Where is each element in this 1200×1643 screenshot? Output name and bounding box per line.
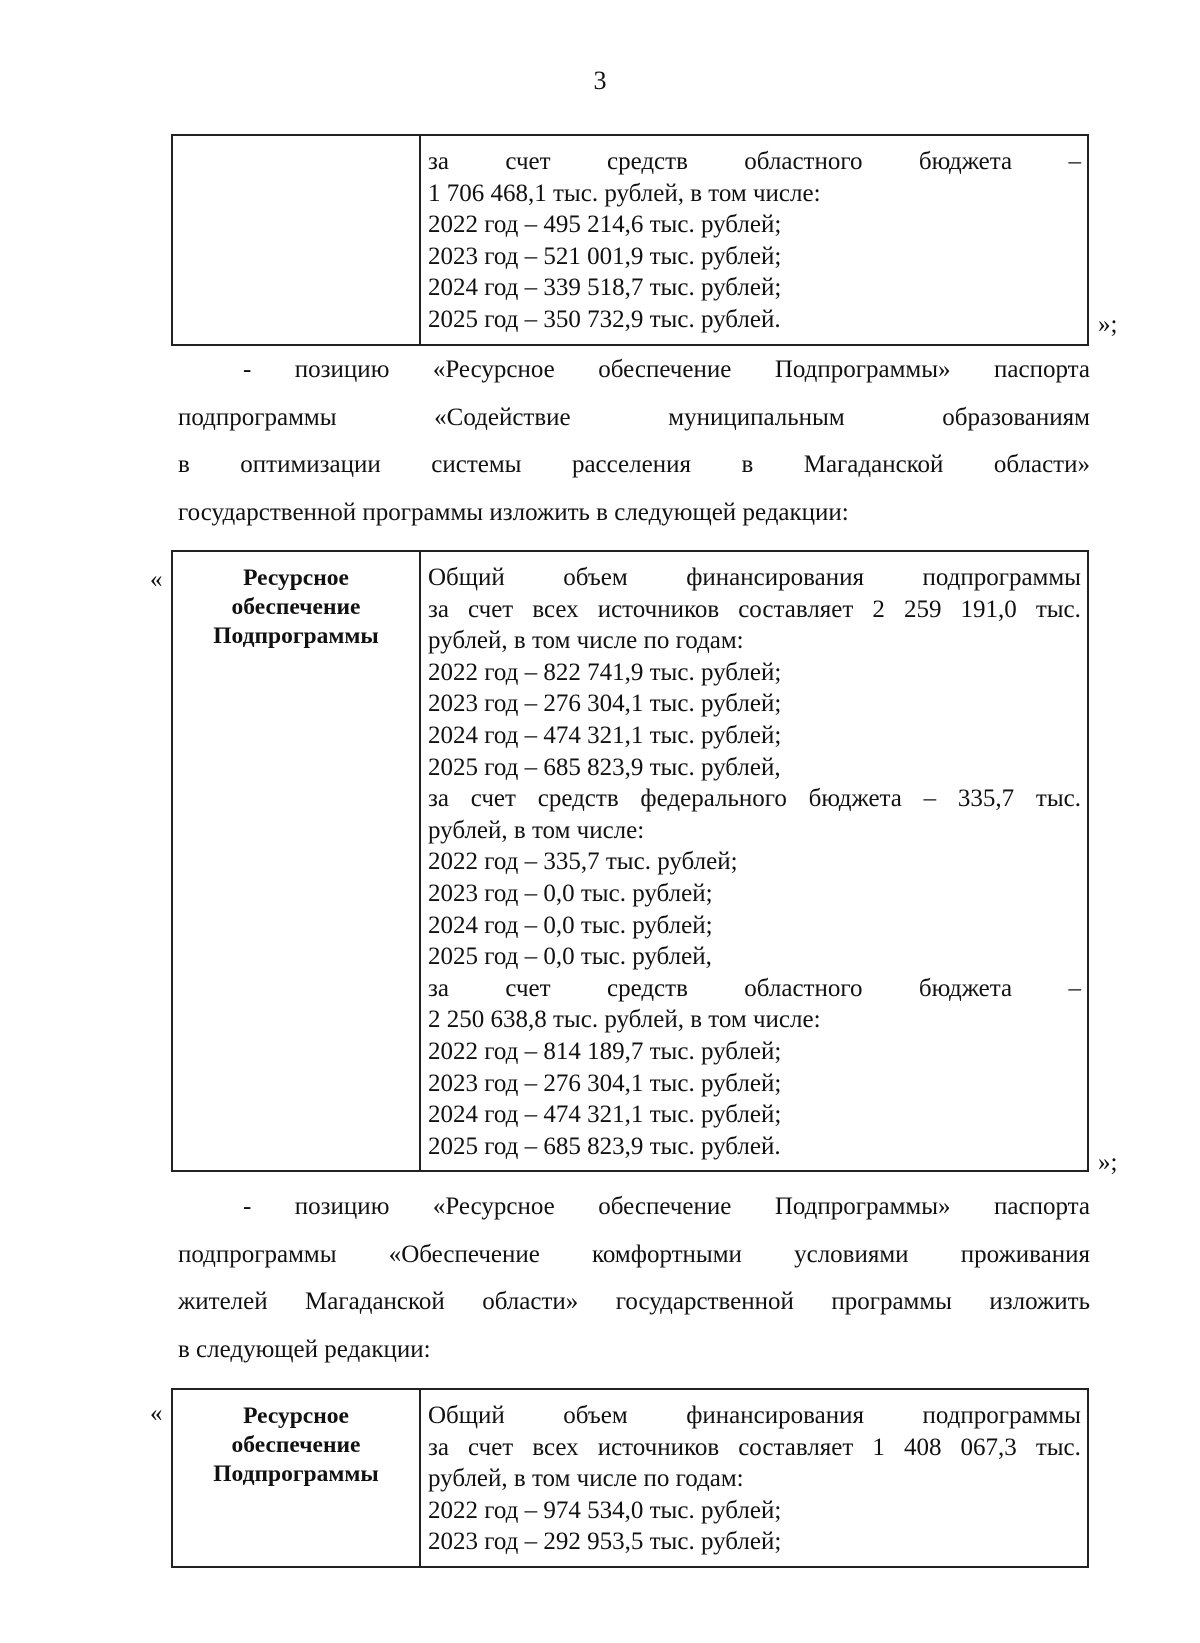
word: –	[1068, 148, 1081, 175]
table-line	[428, 562, 1081, 594]
word: образованиям	[942, 403, 1090, 431]
table-right-cell	[420, 551, 1088, 1171]
table-line: 2024 год – 0,0 тыс. рублей;	[428, 911, 713, 939]
table-line: 2025 год – 685 823,9 тыс. рублей,	[428, 753, 781, 781]
table-line: 2022 год – 814 189,7 тыс. рублей;	[428, 1037, 782, 1065]
table-line: рублей, в том числе по годам:	[428, 627, 744, 655]
word: расселения	[571, 451, 691, 478]
resource-table	[171, 550, 1089, 1172]
word: Подпрограммы»	[774, 1193, 951, 1220]
word: средств	[606, 148, 688, 175]
paragraph-line	[178, 1183, 1090, 1231]
word: области»	[482, 1288, 579, 1315]
table-line: 2022 год – 495 214,6 тыс. рублей;	[428, 211, 782, 239]
table-line: 2025 год – 350 732,9 тыс. рублей.	[428, 305, 781, 333]
paragraph-line	[178, 1278, 1090, 1326]
page-number: 3	[593, 66, 607, 95]
resource-table-continued	[171, 134, 1089, 346]
table-line	[428, 783, 1081, 815]
word: области»	[993, 451, 1090, 478]
word: системы	[431, 451, 522, 478]
table-line	[428, 1400, 1081, 1432]
word: позицию	[294, 1193, 390, 1220]
word: –	[923, 785, 937, 813]
paragraph-line	[178, 394, 1090, 442]
word: паспорта	[994, 1193, 1090, 1220]
word: подпрограммы	[178, 1240, 337, 1268]
word: жителей	[178, 1288, 268, 1315]
word: обеспечение	[598, 1193, 732, 1220]
heading-line: обеспечение	[231, 1432, 361, 1458]
word: «Ресурсное	[432, 356, 555, 383]
paragraph-line: в следующей редакции:	[178, 1335, 431, 1363]
table-line: 2025 год – 685 823,9 тыс. рублей.	[428, 1132, 781, 1160]
word: источников	[597, 595, 720, 623]
table-heading-cell	[172, 551, 420, 1171]
word: 259	[903, 595, 942, 623]
word: 1	[872, 1433, 885, 1461]
table-line: 2023 год – 276 304,1 тыс. рублей;	[428, 690, 782, 718]
word: за	[428, 595, 449, 623]
word: тыс.	[1035, 785, 1081, 813]
word: счет	[505, 974, 551, 1002]
word: -	[243, 1193, 252, 1220]
word: федерального	[640, 785, 787, 813]
word: бюджета	[918, 148, 1013, 175]
word: средств	[606, 974, 688, 1002]
table-line	[428, 973, 1081, 1005]
word: подпрограммы	[922, 564, 1081, 591]
table-line: 2023 год – 0,0 тыс. рублей;	[428, 879, 713, 907]
word: за	[428, 785, 449, 813]
table-line: 2 250 638,8 тыс. рублей, в том числе:	[428, 1006, 821, 1034]
word: Магаданской	[803, 451, 944, 478]
word: в	[741, 451, 754, 478]
word: «Обеспечение	[388, 1240, 540, 1268]
word: объем	[563, 1402, 628, 1429]
table-right-cell	[420, 1389, 1088, 1567]
word: Общий	[428, 1402, 505, 1429]
word: «Содействие	[434, 403, 571, 431]
paragraph-line	[178, 441, 1090, 489]
heading-line: Подпрограммы	[213, 623, 379, 649]
word: счет	[505, 148, 551, 175]
word: муниципальным	[668, 403, 845, 431]
instruction-paragraph	[178, 346, 1090, 536]
word: бюджета	[808, 785, 902, 813]
word: государственной	[615, 1288, 794, 1315]
heading-line: Ресурсное	[243, 565, 349, 591]
word: в	[178, 451, 190, 478]
word: «Ресурсное	[432, 1193, 555, 1220]
heading-line: обеспечение	[231, 594, 361, 620]
word: 408	[903, 1433, 942, 1461]
word: –	[1068, 974, 1081, 1002]
word: тыс.	[1035, 595, 1081, 623]
word: областного	[744, 148, 863, 175]
table-line: 1 706 468,1 тыс. рублей, в том числе:	[428, 179, 821, 207]
word: всех	[532, 1433, 579, 1461]
word: условиями	[794, 1240, 909, 1268]
table-left-cell-empty	[172, 135, 420, 345]
word: тыс.	[1035, 1433, 1081, 1461]
table-line	[428, 594, 1081, 626]
closing-quote: »;	[1098, 311, 1118, 338]
table-heading-cell	[172, 1389, 420, 1567]
word: изложить	[989, 1288, 1090, 1315]
table-line: рублей, в том числе по годам:	[428, 1465, 744, 1493]
word: счет	[468, 1433, 514, 1461]
paragraph-line	[178, 346, 1090, 394]
table-line	[428, 146, 1081, 178]
word: счет	[470, 785, 516, 813]
word: Общий	[428, 564, 505, 591]
word: областного	[744, 974, 863, 1002]
word: паспорта	[994, 356, 1090, 383]
word: 191,0	[960, 595, 1017, 623]
word: за	[428, 974, 449, 1002]
word: бюджета	[918, 974, 1013, 1002]
word: составляет	[738, 1433, 854, 1461]
table-line: 2024 год – 474 321,1 тыс. рублей;	[428, 1101, 782, 1129]
table-line	[428, 1432, 1081, 1464]
table-line: 2023 год – 276 304,1 тыс. рублей;	[428, 1069, 782, 1097]
word: за	[428, 148, 449, 175]
paragraph-line: государственной программы изложить в следующей редакции:	[178, 498, 849, 526]
table-line: 2022 год – 335,7 тыс. рублей;	[428, 848, 738, 876]
table-line: 2024 год – 474 321,1 тыс. рублей;	[428, 721, 782, 749]
word: Подпрограммы»	[774, 356, 951, 383]
word: всех	[532, 595, 579, 623]
word: 2	[872, 595, 885, 623]
closing-quote: »;	[1098, 1149, 1118, 1176]
word: комфортными	[592, 1240, 742, 1268]
word: 335,7	[957, 785, 1015, 813]
word: обеспечение	[598, 356, 732, 383]
table-line: 2022 год – 822 741,9 тыс. рублей;	[428, 658, 782, 686]
table-line: 2025 год – 0,0 тыс. рублей,	[428, 943, 712, 971]
heading-line: Подпрограммы	[213, 1461, 379, 1487]
table-line: 2023 год – 521 001,9 тыс. рублей;	[428, 242, 782, 270]
table-line: рублей, в том числе:	[428, 816, 645, 844]
table-line: 2022 год – 974 534,0 тыс. рублей;	[428, 1496, 782, 1524]
word: составляет	[738, 595, 854, 623]
word: -	[243, 356, 252, 383]
table-line: 2024 год – 339 518,7 тыс. рублей;	[428, 274, 782, 302]
word: позицию	[294, 356, 390, 383]
word: источников	[597, 1433, 720, 1461]
paragraph-line	[178, 1231, 1090, 1279]
word: финансирования	[686, 564, 864, 591]
heading-line: Ресурсное	[243, 1403, 349, 1429]
word: счет	[468, 595, 514, 623]
word: 067,3	[960, 1433, 1017, 1461]
word: подпрограммы	[178, 403, 337, 431]
word: проживания	[960, 1240, 1090, 1268]
instruction-paragraph	[178, 1183, 1090, 1373]
word: Магаданской	[305, 1288, 445, 1315]
opening-quote: «	[150, 566, 163, 593]
word: объем	[563, 564, 628, 591]
opening-quote: «	[150, 1400, 163, 1427]
word: за	[428, 1433, 449, 1461]
word: оптимизации	[240, 451, 381, 478]
word: программы	[831, 1288, 952, 1315]
word: средств	[537, 785, 619, 813]
table-line: 2023 год – 292 953,5 тыс. рублей;	[428, 1528, 782, 1556]
word: подпрограммы	[922, 1402, 1081, 1429]
word: финансирования	[686, 1402, 864, 1429]
table-right-cell	[420, 135, 1088, 345]
resource-table	[171, 1388, 1089, 1568]
